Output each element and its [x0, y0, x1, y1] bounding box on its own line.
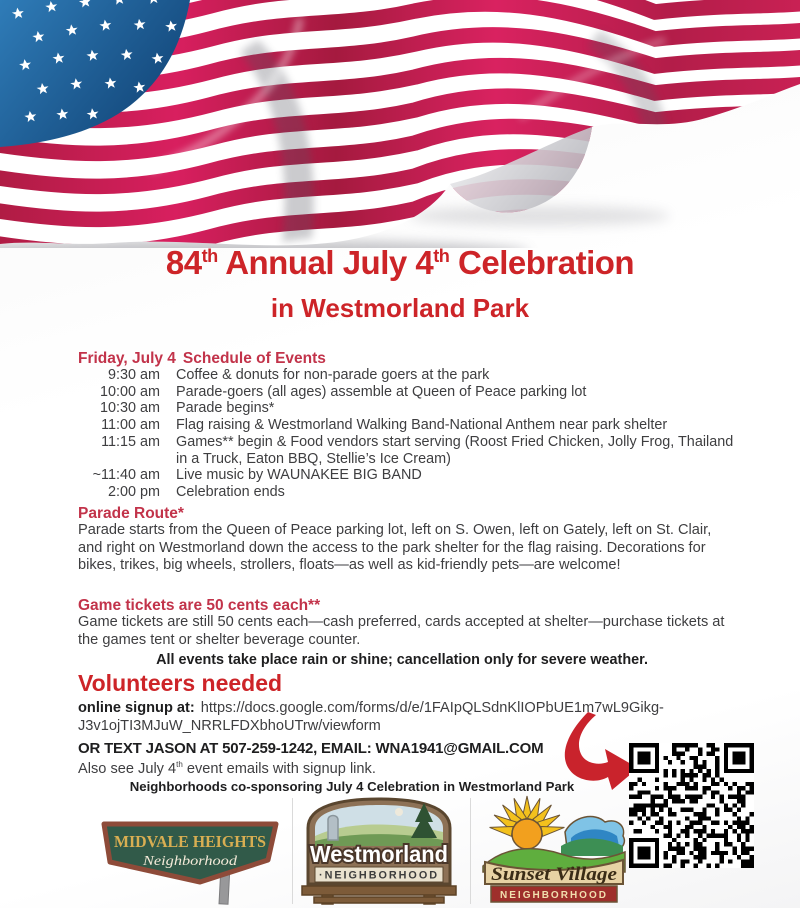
schedule-row: ~11:40 am Live music by WAUNAKEE BIG BAND [92, 467, 422, 484]
logo-divider [470, 798, 471, 904]
american-flag-icon [0, 0, 800, 248]
schedule-heading-title: Schedule of Events [182, 350, 326, 367]
schedule-row: 10:30 am Parade begins* [99, 400, 275, 417]
sunset-village-logo-title: Sunset Village [491, 864, 618, 885]
schedule-row: 11:00 am Flag raising & Westmorland Walking Band-National Anthem near park shelter [101, 417, 668, 434]
title-part: 84 [165, 244, 202, 281]
midvale-logo-title: MIDVALE HEIGHTS [114, 832, 266, 851]
rain-or-shine-notice: All events take place rain or shine; cancellation only for severe weather. [156, 652, 648, 668]
contact-line: OR TEXT JASON AT 507-259-1242, EMAIL: WNA1941@GMAIL.COM [78, 740, 544, 757]
page-subtitle: in Westmorland Park [270, 293, 530, 323]
title-part: Celebration [449, 244, 635, 281]
page-title [0, 244, 800, 282]
schedule-heading [78, 350, 326, 368]
game-tickets-heading: Game tickets are 50 cents each** [78, 597, 321, 614]
schedule-row: 11:15 am Games** begin & Food vendors start serving (Roost Fried Chicken, Jolly Frog, Thailand in a Truck, Eaton BBQ, Stellie’s Ice Cream) [101, 433, 734, 467]
sunset-village-logo [477, 792, 631, 907]
midvale-logo-subtitle: Neighborhood [141, 854, 239, 869]
sponsors-heading: Neighborhoods co-sponsoring July 4 Celebration in Westmorland Park [129, 779, 575, 794]
game-tickets-body: Game tickets are still 50 cents each—cash preferred, cards accepted at shelter—purchase tickets at the games tent or shelter beverage counter. [78, 614, 725, 648]
title-sup: th [433, 246, 450, 266]
logo-divider [292, 798, 293, 904]
schedule-list [86, 367, 734, 501]
title-sup: th [201, 246, 218, 266]
schedule-row: 10:00 am Parade-goers (all ages) assemble at Queen of Peace parking lot [99, 383, 587, 400]
sunset-village-logo-subtitle: NEIGHBORHOOD [500, 890, 608, 901]
also-see-line: Also see July 4th event emails with signup link. [78, 760, 376, 777]
volunteers-heading: Volunteers needed [78, 670, 283, 696]
signup-url-link[interactable]: https://docs.google.com/forms/d/e/1FAIpQLSdnKlIOPbUE1m7wL9Gikg-J3v1ojTI3MJuW_NRRLFDXbhoUTrw/viewform [78, 700, 664, 734]
westmorland-logo-title: Westmorland [310, 841, 448, 867]
schedule-row: 2:00 pm Celebration ends [108, 483, 285, 500]
title-part: Annual July 4 [217, 244, 434, 281]
parade-route-body: Parade starts from the Queen of Peace parking lot, left on S. Owen, left on Gately, left on St. Clair, and right on Westmorland down the access to the park shelter for the flag raising. Decorations for bikes, trikes, big wheels, strollers, floats—as well as kid-friendly pets—are welcome! [78, 522, 712, 573]
midvale-heights-logo [96, 816, 286, 908]
signup-label: online signup at: [78, 700, 195, 716]
westmorland-logo-subtitle: ·NEIGHBORHOOD [319, 869, 439, 882]
qr-code-icon [629, 743, 754, 868]
westmorland-logo [296, 794, 464, 907]
schedule-row: 9:30 am Coffee & donuts for non-parade goers at the park [108, 367, 490, 383]
parade-route-heading: Parade Route* [78, 505, 184, 522]
schedule-heading-date: Friday, July 4 [78, 350, 176, 367]
